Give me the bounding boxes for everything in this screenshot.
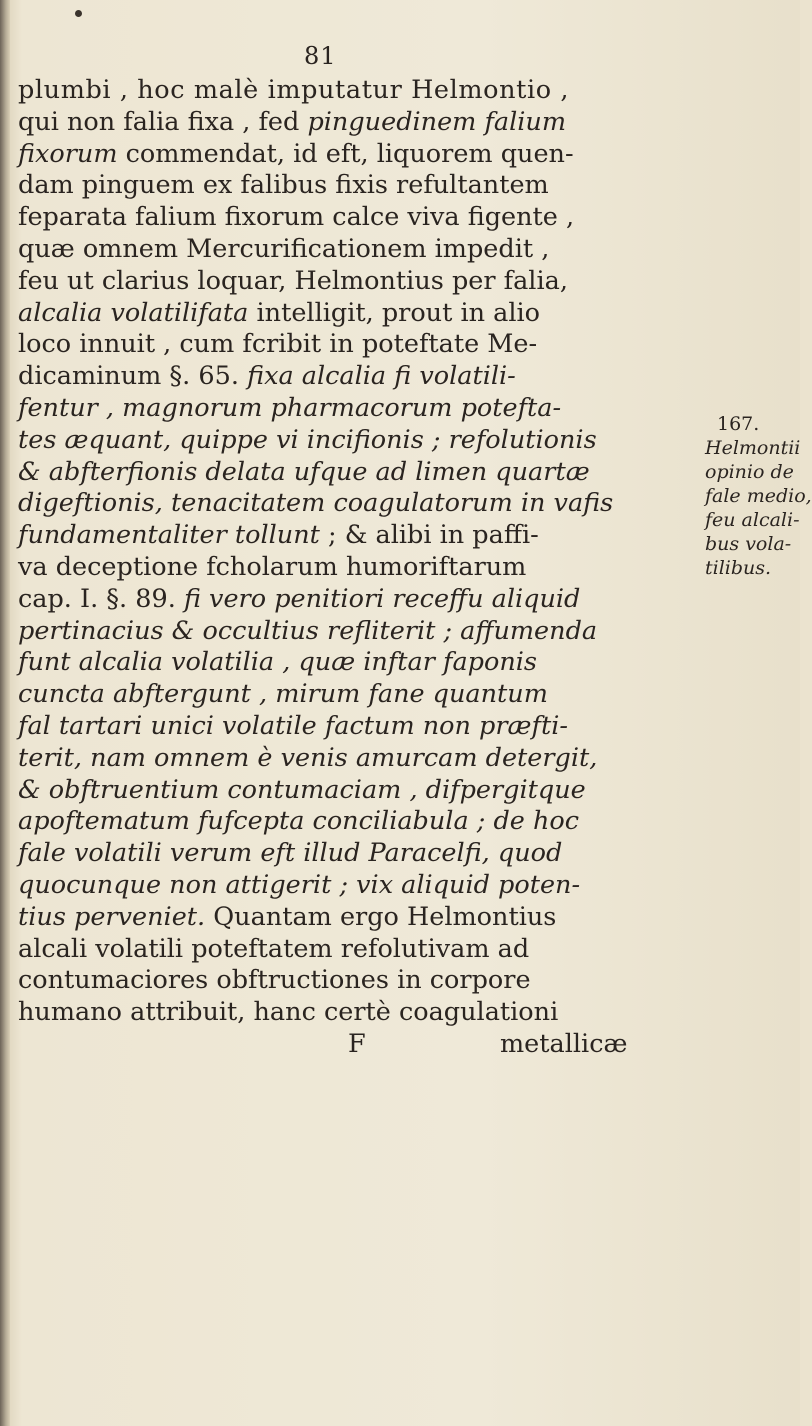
text-line: digeftionis, tenacitatem coagulatorum in vafis xyxy=(18,488,614,519)
margin-note-line: tilibus. xyxy=(705,557,772,579)
text-line: humano attribuit, hanc certè coagulationi xyxy=(18,997,559,1028)
page-number: 81 xyxy=(304,42,337,70)
margin-note-line: bus vola- xyxy=(705,533,792,555)
margin-note xyxy=(705,412,812,580)
signature-mark: F xyxy=(348,1028,366,1059)
text-line: feparata falium fixorum calce viva figente , xyxy=(18,202,575,233)
text-line: cap. I. §. 89. fi vero penitiori receffu aliquid xyxy=(18,583,581,614)
body-text xyxy=(18,75,708,1061)
text-line: quæ omnem Mercurificationem impedit , xyxy=(18,233,550,264)
text-line: tes æquant, quippe vi incifionis ; refolutionis xyxy=(18,424,597,455)
catchword: metallicæ xyxy=(500,1028,628,1059)
text-line: & obftruentium contumaciam , difpergitque xyxy=(18,774,586,805)
text-line: terit, nam omnem è venis amurcam detergit, xyxy=(18,742,598,773)
text-line: quocunque non attigerit ; vix aliquid poten- xyxy=(18,869,581,900)
text-line: apoftematum fufcepta conciliabula ; de hoc xyxy=(18,806,580,837)
margin-note-line: opinio de xyxy=(705,461,794,483)
text-line: dicaminum §. 65. fixa alcalia fi volatili- xyxy=(18,361,516,392)
text-line: alcali volatili poteftatem refolutivam ad xyxy=(18,933,530,964)
text-line: plumbi , hoc malè imputatur Helmontio , xyxy=(18,75,570,105)
margin-note-number: 167. xyxy=(717,413,760,435)
text-line: pertinacius & occultius refliterit ; affumenda xyxy=(18,615,598,646)
margin-note-line: Helmontii xyxy=(705,437,801,459)
margin-note-line: fale medio, xyxy=(705,485,812,507)
text-line: feu ut clarius loquar, Helmontius per falia, xyxy=(18,265,568,296)
text-line: dam pinguem ex falibus fixis refultantem xyxy=(18,170,549,201)
text-line: & abfterfionis delata ufque ad limen quartæ xyxy=(18,456,590,487)
text-line: fixorum commendat, id eft, liquorem quen- xyxy=(18,138,574,169)
text-line: loco innuit , cum fcribit in poteftate Me- xyxy=(18,329,538,360)
page-gutter-shadow xyxy=(0,0,10,1426)
footer-line xyxy=(18,1029,708,1061)
text-line: contumaciores obftructiones in corpore xyxy=(18,965,531,996)
text-line: funt alcalia volatilia , quæ inftar faponis xyxy=(18,647,538,678)
ink-spot xyxy=(75,10,82,17)
text-line: cuncta abftergunt , mirum fane quantum xyxy=(18,679,548,710)
text-line: fal tartari unici volatile factum non præfti- xyxy=(18,710,568,741)
text-line: qui non falia fixa , fed pinguedinem falium xyxy=(18,106,567,137)
margin-note-line: feu alcali- xyxy=(705,509,800,531)
text-line: fundamentaliter tollunt ; & alibi in paffi- xyxy=(18,520,539,551)
text-line: fentur , magnorum pharmacorum potefta- xyxy=(18,392,562,423)
text-line: tius perveniet. Quantam ergo Helmontius xyxy=(18,901,557,932)
text-line: fale volatili verum eft illud Paracelfi, quod xyxy=(18,838,563,869)
text-line: alcalia volatilifata intelligit, prout in alio xyxy=(18,297,541,328)
text-line: va deceptione fcholarum humoriftarum xyxy=(18,551,527,582)
